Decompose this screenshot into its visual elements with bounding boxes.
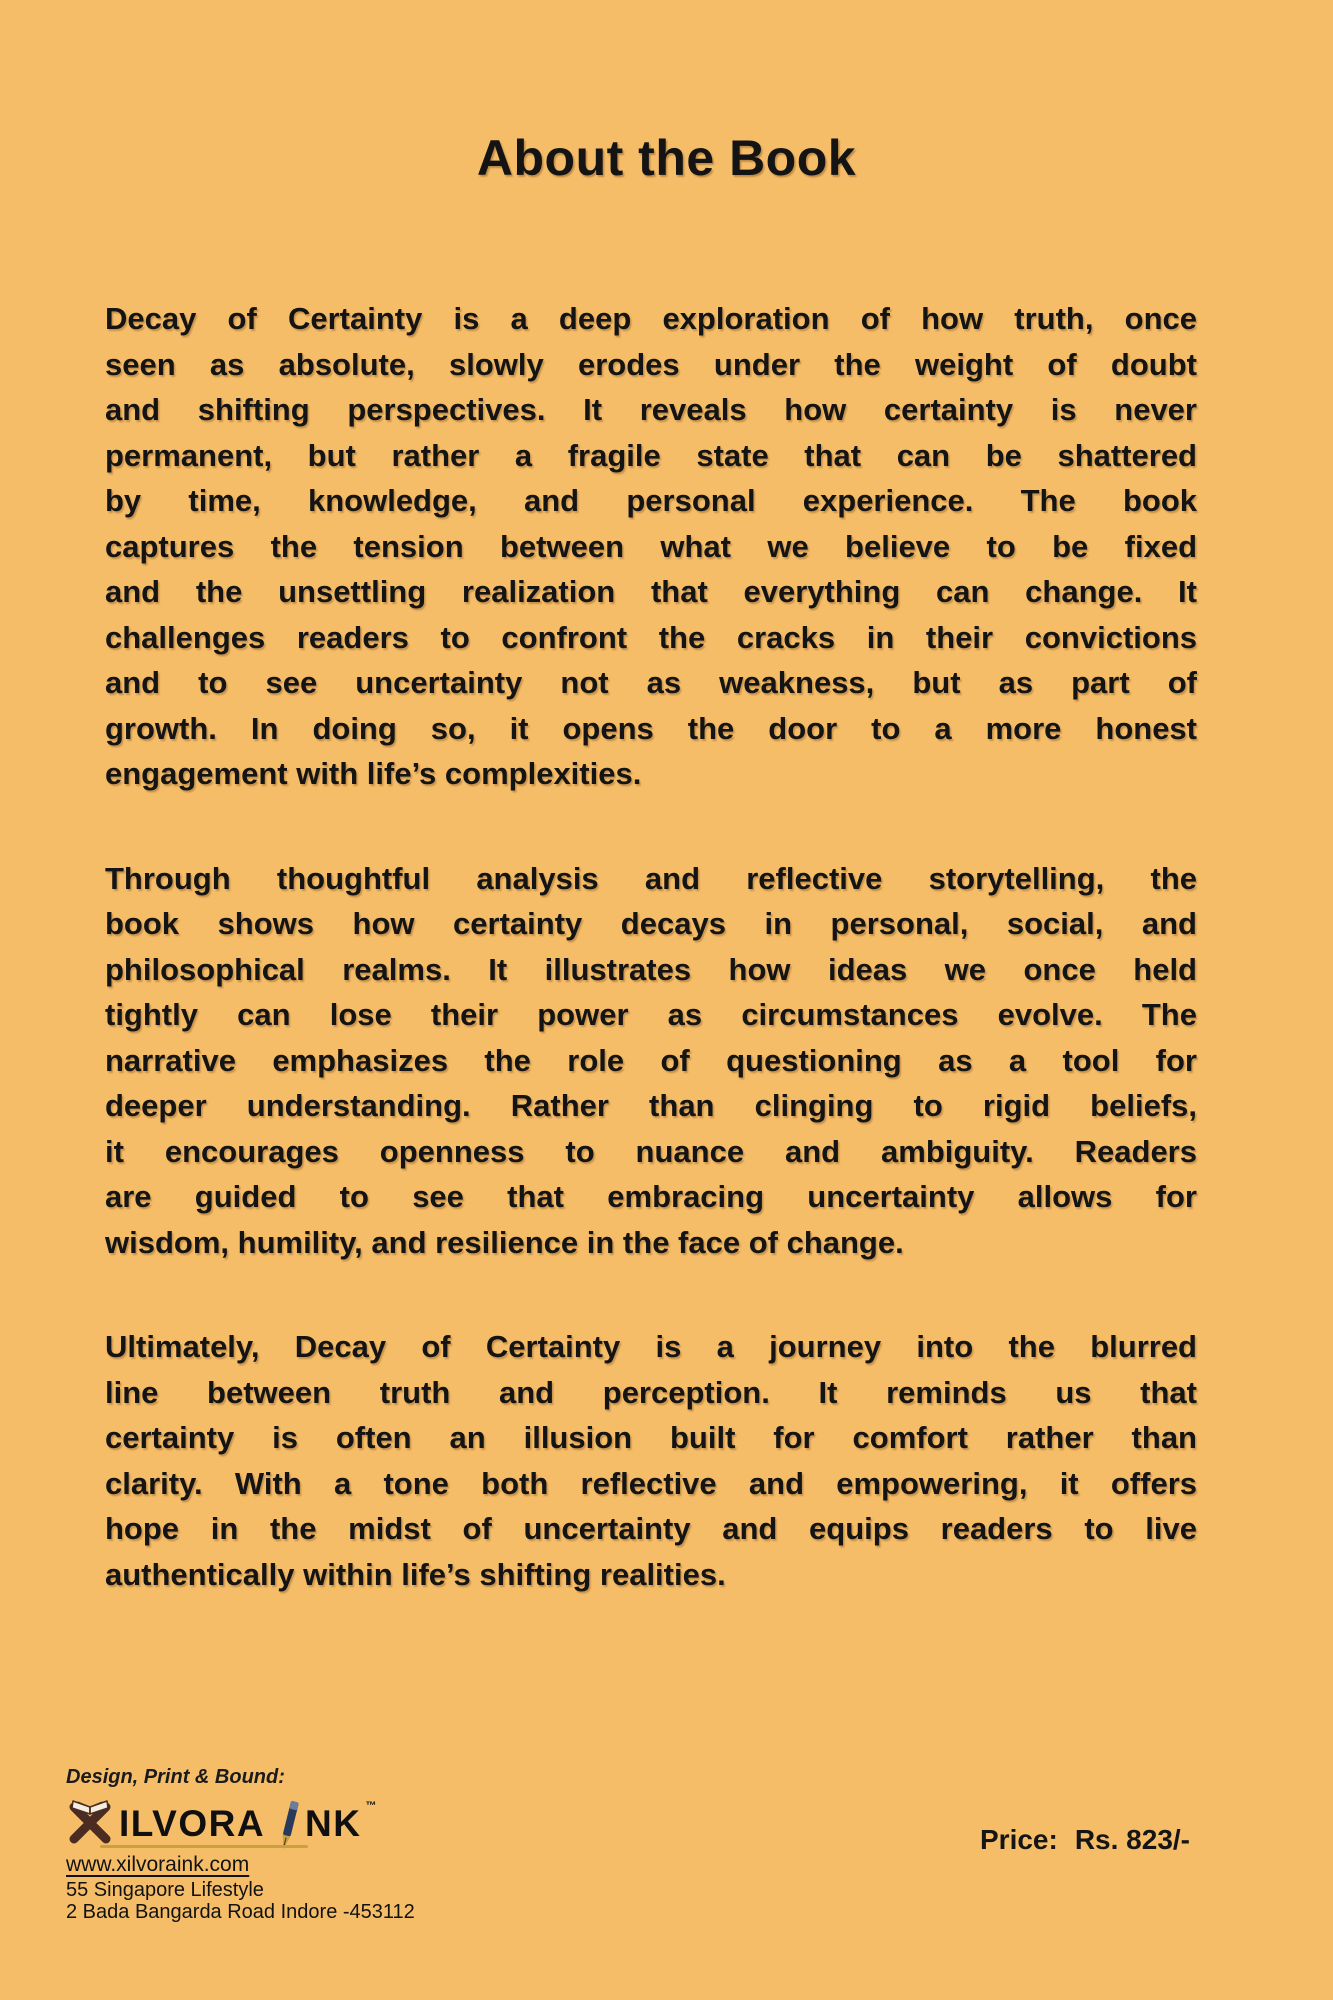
text-line: growth. In doing so, it opens the door to a more honest: [105, 710, 1197, 746]
address-line-1: 55 Singapore Lifestyle: [66, 1879, 264, 1901]
book-x-icon: [64, 1798, 116, 1846]
text-line: deeper understanding. Rather than clinging to rigid beliefs,: [105, 1088, 1197, 1123]
text-line: challenges readers to confront the cracks in their convictions: [105, 619, 1197, 655]
text-line: wisdom, humility, and resilience in the face of change.: [105, 1224, 904, 1260]
design-print-bound-label: Design, Print & Bound:: [66, 1766, 285, 1788]
page-title: About the Book: [476, 130, 857, 186]
address-line-2: 2 Bada Bangarda Road Indore -453112: [66, 1901, 415, 1923]
text-line: are guided to see that embracing uncertainty allows for: [105, 1179, 1197, 1214]
text-line: certainty is often an illusion built for comfort rather than: [105, 1420, 1197, 1455]
text-line: Ultimately, Decay of Certainty is a journey into the blurred: [105, 1329, 1197, 1364]
text-line: captures the tension between what we believe to be fixed: [105, 528, 1197, 564]
body-paragraph: [105, 1324, 1197, 1597]
trademark-symbol: ™: [365, 1800, 377, 1812]
price-value: Rs. 823/-: [1074, 1824, 1190, 1855]
text-line: permanent, but rather a fragile state that can be shattered: [105, 437, 1197, 473]
brand-text-nk: NK: [305, 1803, 362, 1844]
text-line: book shows how certainty decays in personal, social, and: [105, 906, 1197, 941]
text-line: narrative emphasizes the role of questioning as a tool for: [105, 1042, 1197, 1078]
text-line: tightly can lose their power as circumstances evolve. The: [105, 997, 1197, 1032]
text-line: it encourages openness to nuance and ambiguity. Readers: [105, 1133, 1197, 1169]
text-line: seen as absolute, slowly erodes under the weight of doubt: [105, 346, 1197, 382]
text-line: clarity. With a tone both reflective and empowering, it offers: [105, 1465, 1197, 1501]
text-line: and to see uncertainty not as weakness, but as part of: [105, 665, 1197, 700]
body-paragraph: [105, 856, 1197, 1266]
price-label: Price:: [980, 1824, 1058, 1855]
text-line: hope in the midst of uncertainty and equips readers to live: [105, 1511, 1197, 1546]
text-line: by time, knowledge, and personal experience. The book: [105, 483, 1197, 518]
website-link: www.xilvoraink.com: [66, 1853, 250, 1876]
price-block: [980, 1824, 1190, 1856]
pen-stroke-underline: [100, 1845, 308, 1848]
publisher-logo: [64, 1796, 377, 1846]
text-line: and shifting perspectives. It reveals how certainty is never: [105, 392, 1197, 427]
text-line: Through thoughtful analysis and reflective storytelling, the: [105, 860, 1197, 896]
text-line: engagement with life’s complexities.: [105, 756, 642, 791]
text-line: and the unsettling realization that everything can change. It: [105, 574, 1197, 609]
text-line: line between truth and perception. It reminds us that: [105, 1374, 1197, 1410]
brand-text-ilvora: ILVORA: [119, 1803, 266, 1844]
text-line: Decay of Certainty is a deep exploration of how truth, once: [105, 301, 1197, 336]
body-paragraph: [105, 296, 1197, 797]
content-column: [105, 296, 1197, 1656]
text-line: authentically within life’s shifting realities.: [105, 1556, 726, 1592]
text-line: philosophical realms. It illustrates how ideas we once held: [105, 951, 1197, 987]
